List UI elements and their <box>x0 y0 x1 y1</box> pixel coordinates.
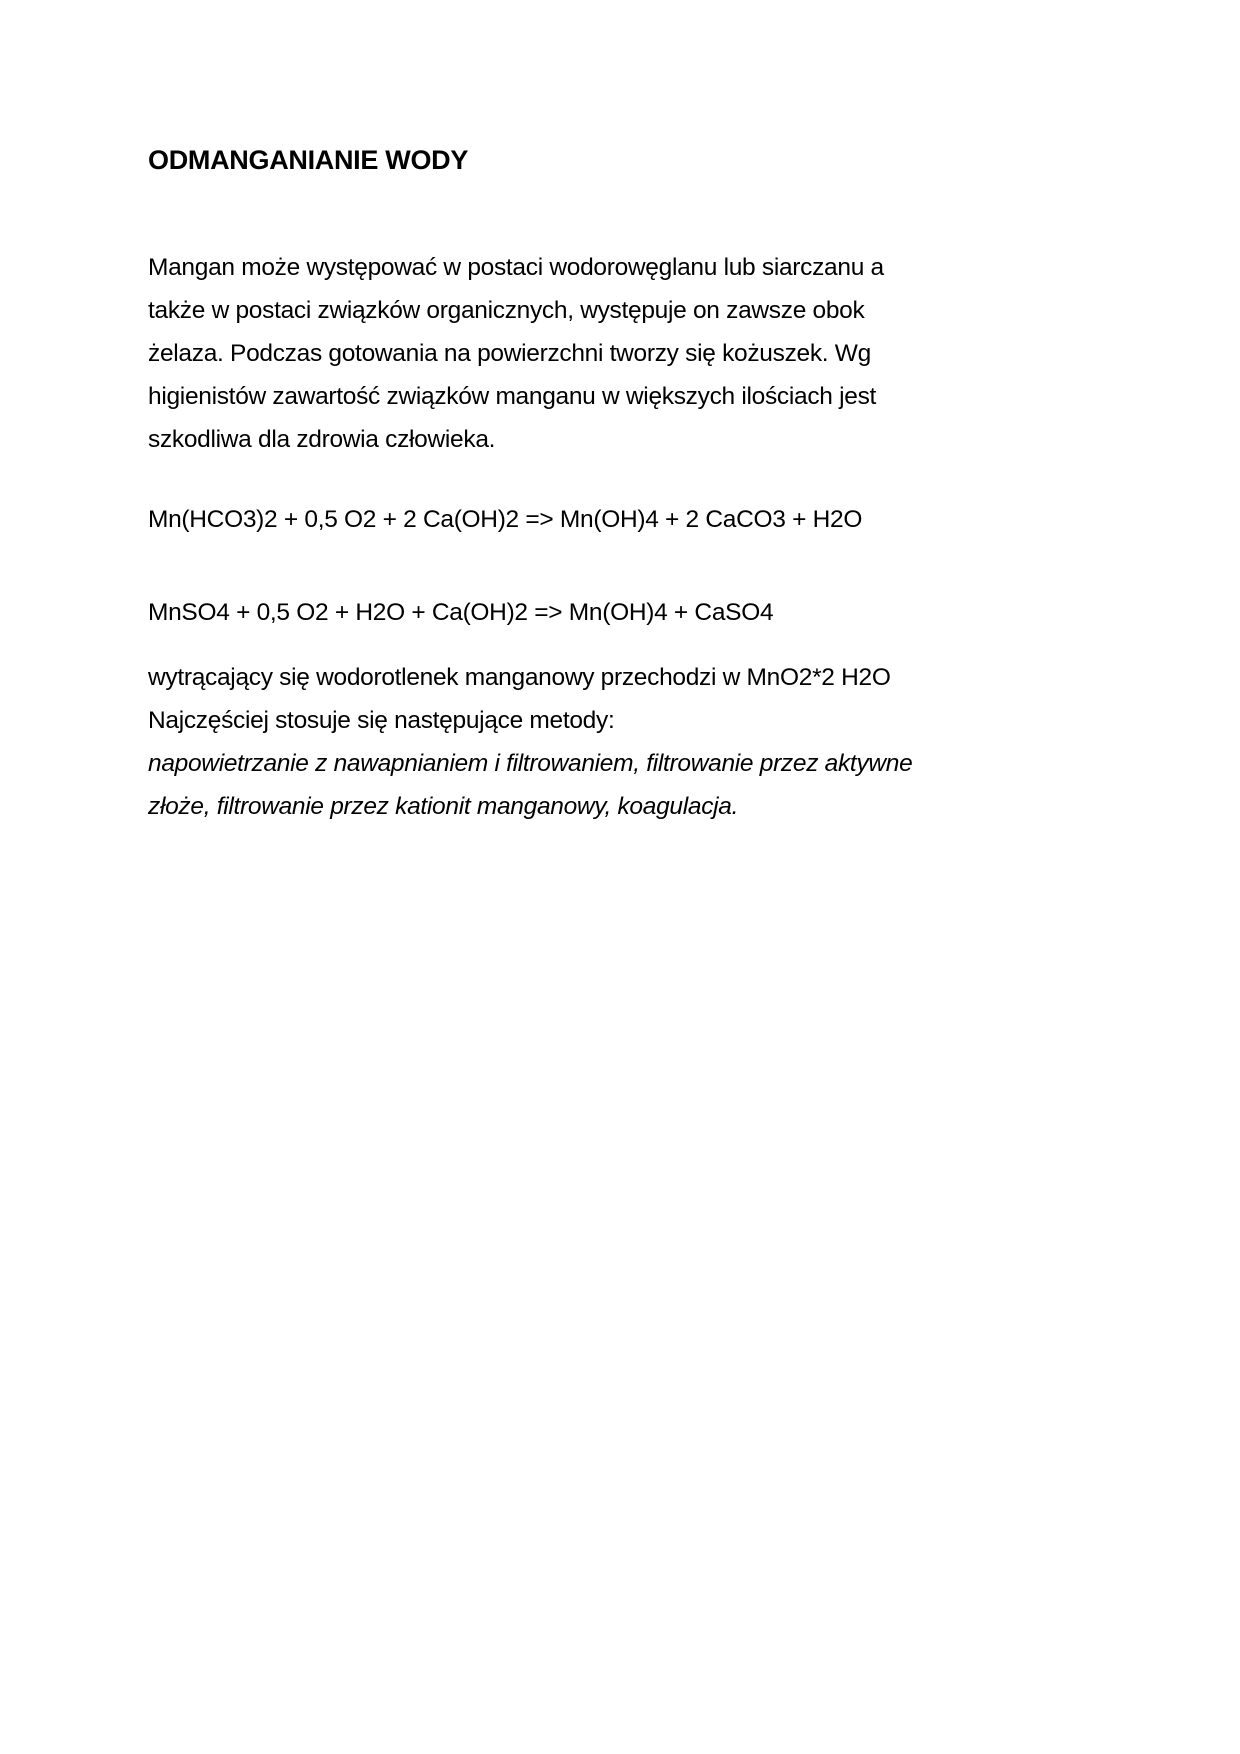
paragraph-line: żelaza. Podczas gotowania na powierzchni tworzy się kożuszek. Wg <box>148 340 871 367</box>
paragraph-line: higienistów zawartość związków manganu w większych ilościach jest <box>148 383 877 410</box>
methods-line: napowietrzanie z nawapnianiem i filtrowaniem, filtrowanie przez aktywne <box>148 750 913 777</box>
paragraph-line: także w postaci związków organicznych, występuje on zawsze obok <box>148 297 865 324</box>
methods-line: złoże, filtrowanie przez kationit manganowy, koagulacja. <box>148 793 739 820</box>
chemical-equation-2: MnSO4 + 0,5 O2 + H2O + Ca(OH)2 => Mn(OH)4 + CaSO4 <box>148 599 774 626</box>
paragraph-line: Mangan może występować w postaci wodorowęglanu lub siarczanu a <box>148 254 884 281</box>
chemical-equation-1: Mn(HCO3)2 + 0,5 O2 + 2 Ca(OH)2 => Mn(OH)4 + 2 CaCO3 + H2O <box>148 506 863 533</box>
note-line: wytrącający się wodorotlenek manganowy przechodzi w MnO2*2 H2O <box>148 664 891 691</box>
document-title: ODMANGANIANIE WODY <box>148 145 469 175</box>
methods-section <box>148 656 912 828</box>
intro-paragraph <box>148 246 968 461</box>
paragraph-line: szkodliwa dla zdrowia człowieka. <box>148 426 496 453</box>
methods-intro: Najczęściej stosuje się następujące metody: <box>148 707 615 734</box>
